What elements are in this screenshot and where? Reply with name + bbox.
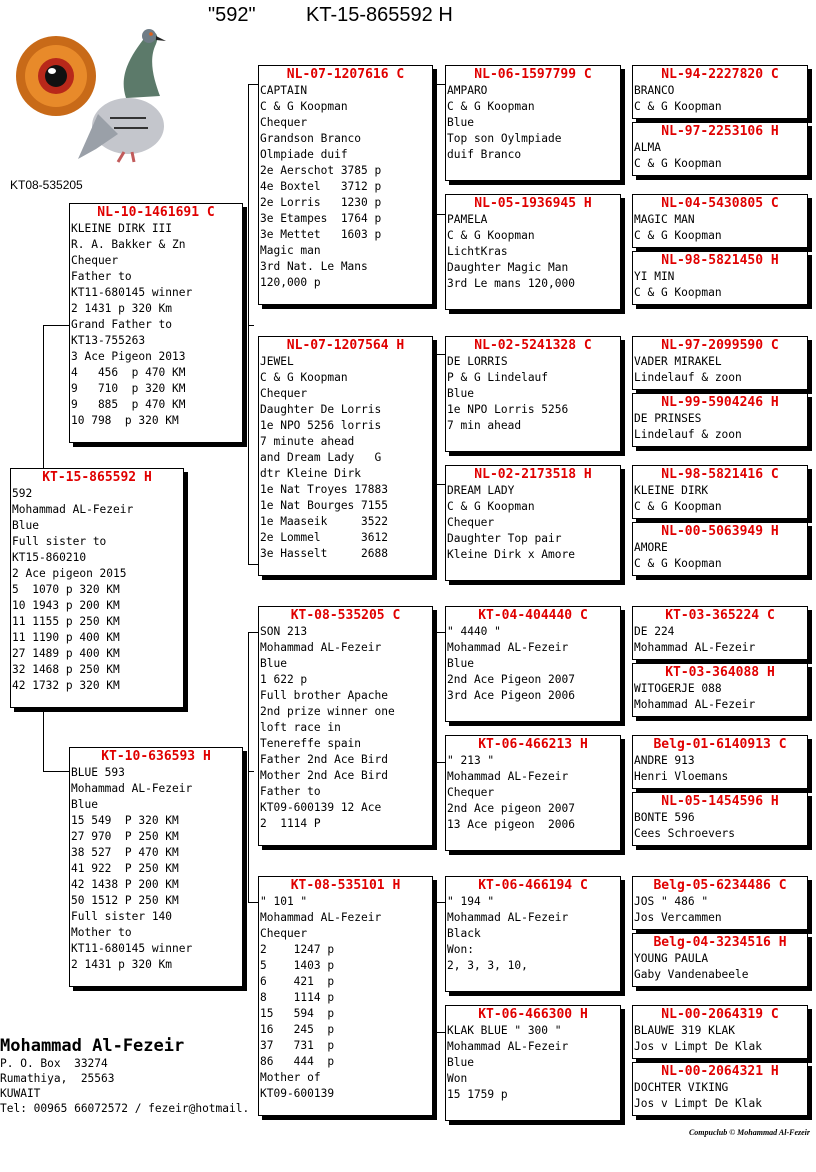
bird-info-line: 2 1431 p 320 Km — [71, 302, 173, 315]
bird-card-g9 — [632, 606, 808, 660]
ring-number: KT-06-466300 H — [478, 1007, 588, 1022]
connector — [436, 632, 445, 633]
bird-info-line: 27 970 P 250 KM — [71, 830, 179, 843]
connector — [624, 902, 625, 958]
bird-info-line: 2nd Ace Pigeon 2007 — [447, 673, 575, 686]
bird-info-line: 2nd Ace pigeon 2007 — [447, 802, 575, 815]
bird-info-line: 1e Maaseik 3522 — [260, 515, 388, 528]
ring-number: KT-08-535205 C — [290, 608, 401, 623]
ring-number: NL-02-5241328 C — [474, 338, 592, 353]
bird-info-line: Grand Father to — [71, 318, 173, 331]
bird-info-line: Blue — [260, 657, 287, 670]
bird-info-line: Father to — [260, 785, 321, 798]
bird-info-line: 16 245 p — [260, 1023, 335, 1036]
bird-card-dds — [445, 876, 621, 992]
bird-info-line: Mohammad AL-Fezeir — [447, 641, 569, 654]
bird-info-line: Magic man — [260, 244, 321, 257]
bird-info-line: 42 1438 P 200 KM — [71, 878, 179, 891]
bird-info-line: Chequer — [260, 116, 308, 129]
bird-info-line: 1e Nat Bourges 7155 — [260, 499, 388, 512]
connector — [436, 902, 445, 903]
bird-info-line: Full sister to — [12, 535, 107, 548]
bird-info-line: dtr Kleine Dirk — [260, 467, 362, 480]
bird-info-line: 9 710 p 320 KM — [71, 382, 186, 395]
connector — [624, 632, 625, 688]
bird-info-line: Chequer — [447, 786, 495, 799]
bird-card-ss — [258, 65, 433, 305]
bird-info-line: Tenereffe spain — [260, 737, 362, 750]
bird-info-line: 7 min ahead — [447, 419, 522, 432]
bird-info-line: Mohammad AL-Fezeir — [12, 503, 134, 516]
bird-info-line: 2nd prize winner one — [260, 705, 395, 718]
bird-info-line: Father to — [71, 270, 132, 283]
bird-info-line: 50 1512 P 250 KM — [71, 894, 179, 907]
bird-info-line: 2e Lommel 3612 — [260, 531, 388, 544]
ring-number: KT-03-365224 C — [665, 608, 775, 623]
bird-info-line: 32 1468 p 250 KM — [12, 663, 120, 676]
bird-info-line: 41 922 P 250 KM — [71, 862, 179, 875]
bird-info-line: 15 594 p — [260, 1007, 335, 1020]
connector — [248, 771, 254, 772]
connector — [43, 771, 70, 772]
bird-info-line: BLAUWE 319 KLAK — [634, 1024, 736, 1037]
bird-info-line: Mother of — [260, 1071, 321, 1084]
bird-info-line: CAPTAIN — [260, 84, 308, 97]
bird-info-line: 10 1943 p 200 KM — [12, 599, 120, 612]
bird-card-g12 — [632, 792, 808, 846]
connector — [624, 484, 625, 540]
bird-card-ds — [258, 606, 433, 846]
bird-card-g13 — [632, 876, 808, 930]
owner-name: Mohammad Al-Fezeir — [0, 1036, 185, 1056]
bird-info-line: SON 213 — [260, 625, 308, 638]
bird-info-line: KLEINE DIRK — [634, 484, 709, 497]
ring-number: NL-00-2064321 H — [661, 1064, 779, 1079]
bird-info-line: Mohammad AL-Fezeir — [447, 911, 569, 924]
bird-card-g14 — [632, 933, 808, 987]
bird-card-g1 — [632, 65, 808, 119]
bird-info-line: DOCHTER VIKING — [634, 1081, 729, 1094]
bird-info-line: 86 444 p — [260, 1055, 335, 1068]
bird-info-line: C & G Koopman — [634, 286, 722, 299]
bird-info-line: 37 731 p — [260, 1039, 335, 1052]
ring-number: NL-97-2099590 C — [661, 338, 779, 353]
bird-info-line: Chequer — [71, 254, 119, 267]
bird-info-line: Daughter Top pair — [447, 532, 562, 545]
ring-number: KT-03-364088 H — [665, 665, 775, 680]
connector — [624, 214, 625, 270]
owner-line: KUWAIT — [0, 1087, 41, 1100]
bird-card-ddd — [445, 1005, 621, 1121]
ring-number: NL-07-1207564 H — [286, 338, 405, 353]
ring-number: KT-04-404440 C — [478, 608, 588, 623]
bird-info-line: BONTE 596 — [634, 811, 695, 824]
bird-info-line: Father 2nd Ace Bird — [260, 753, 388, 766]
bird-info-line: Jos v Limpt De Klak — [634, 1097, 762, 1110]
bird-info-line: Daughter De Lorris — [260, 403, 382, 416]
bird-info-line: C & G Koopman — [447, 100, 535, 113]
bird-info-line: 15 549 P 320 KM — [71, 814, 179, 827]
ring-number: KT-08-535101 H — [290, 878, 401, 893]
bird-info-line: C & G Koopman — [260, 371, 348, 384]
bird-info-line: Mohammad AL-Fezeir — [447, 1040, 569, 1053]
bird-info-line: 13 Ace pigeon 2006 — [447, 818, 575, 831]
bird-card-g6 — [632, 393, 808, 447]
connector — [436, 902, 437, 1032]
bird-info-line: C & G Koopman — [634, 229, 722, 242]
connector — [248, 902, 258, 903]
bird-info-line: 8 1114 p — [260, 991, 335, 1004]
bird-info-line: DE LORRIS — [447, 355, 508, 368]
pigeon-name: "592" — [208, 4, 256, 26]
bird-info-line: duif Branco — [447, 148, 522, 161]
bird-card-dd — [258, 876, 433, 1116]
bird-info-line: 11 1190 p 400 KM — [12, 631, 120, 644]
bird-info-line: YOUNG PAULA — [634, 952, 709, 965]
bird-info-line: MAGIC MAN — [634, 213, 695, 226]
bird-info-line: Lindelauf & zoon — [634, 371, 742, 384]
bird-info-line: Henri Vloemans — [634, 770, 729, 783]
bird-info-line: P & G Lindelauf — [447, 371, 549, 384]
bird-card-g7 — [632, 465, 808, 519]
ring-number: NL-05-1454596 H — [661, 794, 779, 809]
bird-info-line: AMORE — [634, 541, 668, 554]
bird-info-line: Blue — [12, 519, 39, 532]
bird-info-line: 2 1431 p 320 Km — [71, 958, 173, 971]
bird-info-line: Lindelauf & zoon — [634, 428, 742, 441]
bird-card-sd — [258, 336, 433, 576]
bird-card-g5 — [632, 336, 808, 390]
pigeon-photo — [8, 14, 168, 164]
owner-line: P. O. Box 33274 — [0, 1057, 108, 1070]
bird-info-line: Grandson Branco — [260, 132, 362, 145]
bird-info-line: 2e Lorris 1230 p — [260, 196, 382, 209]
bird-info-line: Chequer — [447, 516, 495, 529]
bird-info-line: 120,000 p — [260, 276, 321, 289]
bird-info-line: DE 224 — [634, 625, 675, 638]
bird-info-line: 1e NPO 5256 lorris — [260, 419, 382, 432]
bird-info-line: 1 622 p — [260, 673, 308, 686]
bird-info-line: 2 1114 P — [260, 817, 321, 830]
bird-info-line: 15 1759 p — [447, 1088, 508, 1101]
bird-info-line: Cees Schroevers — [634, 827, 736, 840]
bird-info-line: Full brother Apache — [260, 689, 388, 702]
connector — [436, 484, 445, 485]
bird-info-line: Mohammad AL-Fezeir — [447, 770, 569, 783]
bird-info-line: Gaby Vandenabeele — [634, 968, 749, 981]
connector — [436, 1032, 445, 1033]
bird-info-line: ANDRE 913 — [634, 754, 695, 767]
bird-info-line: Daughter Magic Man — [447, 261, 569, 274]
bird-card-sire — [69, 203, 243, 443]
bird-info-line: KT09-600139 12 Ace — [260, 801, 382, 814]
bird-info-line: Mohammad AL-Fezeir — [260, 911, 382, 924]
bird-info-line: 3rd Le mans 120,000 — [447, 277, 575, 290]
connector — [624, 84, 625, 140]
bird-info-line: and Dream Lady G — [260, 451, 382, 464]
bird-info-line: KT13-755263 — [71, 334, 146, 347]
bird-info-line: C & G Koopman — [634, 500, 722, 513]
bird-info-line: 4e Boxtel 3712 p — [260, 180, 382, 193]
connector — [248, 632, 258, 633]
bird-info-line: Jos v Limpt De Klak — [634, 1040, 762, 1053]
bird-info-line: Chequer — [260, 387, 308, 400]
bird-info-line: 5 1403 p — [260, 959, 335, 972]
connector — [248, 84, 249, 564]
bird-info-line: ALMA — [634, 141, 661, 154]
bird-info-line: Blue — [447, 116, 474, 129]
bird-info-line: 3e Mettet 1603 p — [260, 228, 382, 241]
bird-info-line: 6 421 p — [260, 975, 335, 988]
ring-number: NL-98-5821416 C — [661, 467, 779, 482]
connector — [248, 84, 258, 85]
bird-info-line: " 194 " — [447, 895, 495, 908]
bird-info-line: Olmpiade duif — [260, 148, 348, 161]
bird-info-line: BRANCO — [634, 84, 675, 97]
bird-info-line: 10 798 p 320 KM — [71, 414, 179, 427]
bird-info-line: 3rd Nat. Le Mans — [260, 260, 368, 273]
bird-info-line: Mohammad AL-Fezeir — [71, 782, 193, 795]
ring-number: Belg-01-6140913 C — [653, 737, 787, 752]
bird-info-line: C & G Koopman — [634, 157, 722, 170]
bird-info-line: Blue — [447, 387, 474, 400]
bird-info-line: Chequer — [260, 927, 308, 940]
bird-info-line: 1e NPO Lorris 5256 — [447, 403, 569, 416]
bird-info-line: 2 1247 p — [260, 943, 335, 956]
bird-info-line: VADER MIRAKEL — [634, 355, 722, 368]
bird-info-line: Blue — [71, 798, 98, 811]
bird-info-line: 3e Hasselt 2688 — [260, 547, 388, 560]
bird-card-sdd — [445, 465, 621, 581]
ring-number: KT-15-865592 H — [42, 470, 152, 485]
bird-info-line: KT15-860210 — [12, 551, 87, 564]
bird-info-line: PAMELA — [447, 213, 488, 226]
pigeon-ring: KT-15-865592 H — [306, 4, 453, 26]
bird-info-line: Won — [447, 1072, 468, 1085]
bird-info-line: YI MIN — [634, 270, 675, 283]
bird-info-line: 4 456 p 470 KM — [71, 366, 186, 379]
bird-info-line: DE PRINSES — [634, 412, 702, 425]
bird-info-line: " 101 " — [260, 895, 308, 908]
ring-number: Belg-04-3234516 H — [653, 935, 787, 950]
bird-info-line: Full sister 140 — [71, 910, 173, 923]
connector — [248, 325, 254, 326]
bird-info-line: KT09-600139 — [260, 1087, 335, 1100]
connector — [436, 762, 445, 763]
bird-info-line: 3e Etampes 1764 p — [260, 212, 382, 225]
bird-info-line: 2, 3, 3, 10, — [447, 959, 528, 972]
bird-card-g15 — [632, 1005, 808, 1059]
bird-info-line: " 213 " — [447, 754, 495, 767]
bird-info-line: 3 Ace Pigeon 2013 — [71, 350, 186, 363]
ring-number: NL-99-5904246 H — [661, 395, 779, 410]
owner-line: Rumathiya, 25563 — [0, 1072, 115, 1085]
bird-info-line: Mohammad AL-Fezeir — [634, 698, 756, 711]
owner-line: Tel: 00965 66072572 / fezeir@hotmail. — [0, 1102, 250, 1115]
bird-info-line: LichtKras — [447, 245, 508, 258]
ring-number: NL-04-5430805 C — [661, 196, 779, 211]
ring-number: NL-02-2173518 H — [474, 467, 592, 482]
bird-info-line: WITOGERJE 088 — [634, 682, 722, 695]
bird-info-line: loft race in — [260, 721, 341, 734]
bird-card-g16 — [632, 1062, 808, 1116]
bird-info-line: Blue — [447, 1056, 474, 1069]
bird-card-g2 — [632, 122, 808, 176]
bird-info-line: 2 Ace pigeon 2015 — [12, 567, 127, 580]
ring-number: KT-06-466213 H — [478, 737, 588, 752]
connector — [436, 354, 445, 355]
bird-info-line: Black — [447, 927, 481, 940]
bird-info-line: 42 1732 p 320 KM — [12, 679, 120, 692]
bird-card-dss — [445, 606, 621, 722]
bird-info-line: 592 — [12, 487, 33, 500]
bird-card-g4 — [632, 251, 808, 305]
bird-info-line: " 4440 " — [447, 625, 501, 638]
bird-info-line: AMPARO — [447, 84, 488, 97]
bird-info-line: Jos Vercammen — [634, 911, 722, 924]
bird-card-sds — [445, 336, 621, 452]
connector — [248, 564, 258, 565]
bird-info-line: C & G Koopman — [447, 500, 535, 513]
bird-info-line: Blue — [447, 657, 474, 670]
bird-card-dsd — [445, 735, 621, 851]
connector — [248, 632, 249, 902]
bird-card-g3 — [632, 194, 808, 248]
bird-info-line: Top son Oylmpiade — [447, 132, 562, 145]
bird-card-g11 — [632, 735, 808, 789]
ring-number: KT-06-466194 C — [478, 878, 588, 893]
bird-card-sss — [445, 65, 621, 181]
ring-number: NL-97-2253106 H — [661, 124, 779, 139]
ring-number: NL-00-2064319 C — [661, 1007, 779, 1022]
ring-number: NL-05-1936945 H — [474, 196, 592, 211]
bird-info-line: Mother 2nd Ace Bird — [260, 769, 388, 782]
ring-number: Belg-05-6234486 C — [653, 878, 787, 893]
bird-info-line: 2e Aerschot 3785 p — [260, 164, 382, 177]
connector — [436, 84, 437, 214]
bird-info-line: 38 527 P 470 KM — [71, 846, 179, 859]
bird-info-line: KT11-680145 winner — [71, 942, 193, 955]
bird-info-line: C & G Koopman — [634, 557, 722, 570]
bird-info-line: KLEINE DIRK III — [71, 222, 173, 235]
bird-card-subject — [10, 468, 184, 708]
bird-info-line: C & G Koopman — [447, 229, 535, 242]
ring-number: NL-10-1461691 C — [97, 205, 215, 220]
ring-number: NL-07-1207616 C — [286, 67, 405, 82]
connector — [436, 632, 437, 762]
bird-card-g8 — [632, 522, 808, 576]
ring-number: NL-94-2227820 C — [661, 67, 779, 82]
owner-block — [0, 1036, 249, 1116]
connector — [624, 762, 625, 818]
bird-info-line: DREAM LADY — [447, 484, 515, 497]
bird-info-line: C & G Koopman — [260, 100, 348, 113]
bird-info-line: Won: — [447, 943, 474, 956]
bird-info-line: 1e Nat Troyes 17883 — [260, 483, 388, 496]
bird-info-line: Mohammad AL-Fezeir — [634, 641, 756, 654]
bird-info-line: 11 1155 p 250 KM — [12, 615, 120, 628]
bird-info-line: C & G Koopman — [634, 100, 722, 113]
photo-caption: KT08-535205 — [10, 178, 83, 192]
bird-info-line: R. A. Bakker & Zn — [71, 238, 186, 251]
bird-info-line: KT11-680145 winner — [71, 286, 193, 299]
ring-number: KT-10-636593 H — [101, 749, 211, 764]
ring-number: NL-06-1597799 C — [474, 67, 592, 82]
bird-info-line: 3rd Ace Pigeon 2006 — [447, 689, 575, 702]
bird-info-line: JEWEL — [260, 355, 294, 368]
bird-info-line: Mother to — [71, 926, 132, 939]
connector — [624, 1032, 625, 1088]
bird-info-line: BLUE 593 — [71, 766, 125, 779]
bird-info-line: 9 885 p 470 KM — [71, 398, 186, 411]
connector — [43, 325, 70, 326]
footer-credit: Compuclub © Mohammad Al-Fezeir — [688, 1128, 810, 1137]
connector — [624, 354, 625, 410]
connector — [436, 84, 445, 85]
bird-card-g10 — [632, 663, 808, 717]
bird-card-dam — [69, 747, 243, 987]
ring-number: NL-98-5821450 H — [661, 253, 779, 268]
bird-info-line: 5 1070 p 320 KM — [12, 583, 120, 596]
connector — [436, 354, 437, 484]
bird-info-line: Mohammad AL-Fezeir — [260, 641, 382, 654]
bird-card-ssd — [445, 194, 621, 310]
bird-info-line: KLAK BLUE " 300 " — [447, 1024, 562, 1037]
bird-info-line: JOS " 486 " — [634, 895, 709, 908]
bird-info-line: 7 minute ahead — [260, 435, 355, 448]
connector — [436, 214, 445, 215]
bird-info-line: Kleine Dirk x Amore — [447, 548, 575, 561]
ring-number: NL-00-5063949 H — [661, 524, 779, 539]
bird-info-line: 27 1489 p 400 KM — [12, 647, 120, 660]
